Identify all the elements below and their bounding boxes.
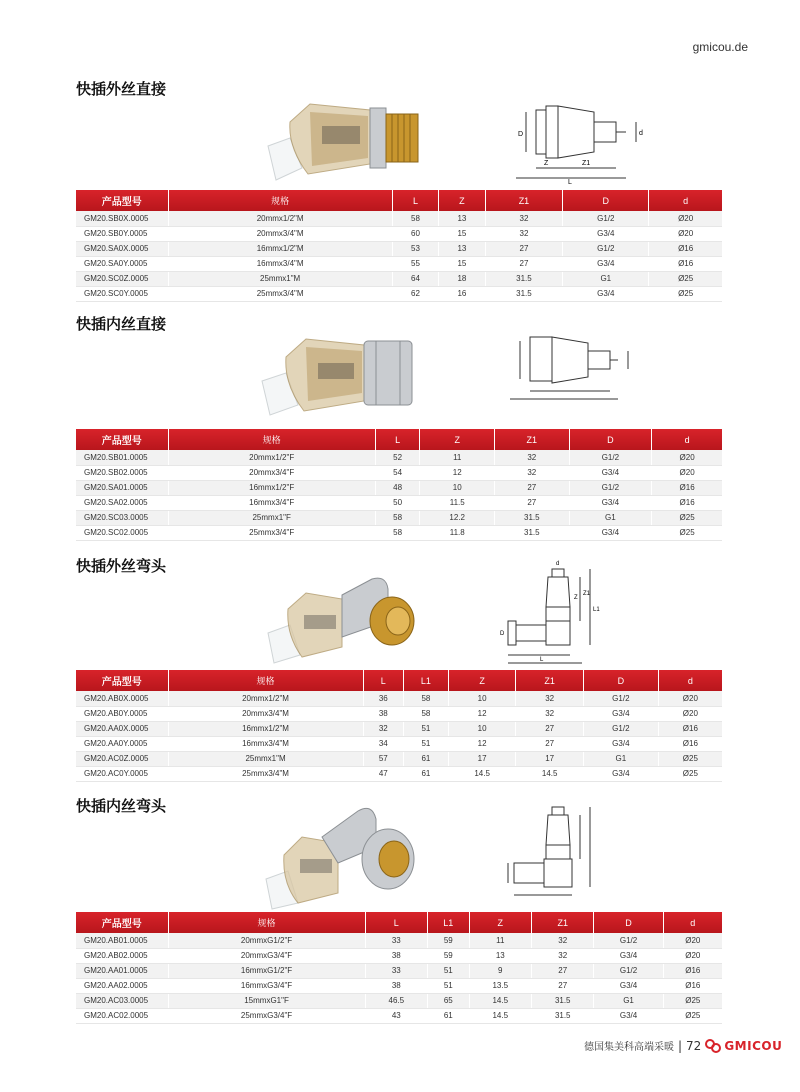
table-row (76, 751, 722, 766)
col-header: L (392, 190, 438, 211)
table-row (76, 480, 722, 495)
cell: 12 (420, 465, 495, 480)
table-header-row (76, 670, 722, 691)
cell: 55 (392, 256, 438, 271)
cell: 16mmx3/4"M (168, 256, 392, 271)
table-row (76, 226, 722, 241)
cell: G3/4 (583, 766, 658, 781)
cell: G1 (594, 993, 663, 1008)
cell: 53 (392, 241, 438, 256)
dim-label-D: D (500, 631, 505, 637)
cell: GM20.AC0Y.0005 (76, 766, 168, 781)
cell: 16mmx3/4"M (168, 736, 363, 751)
col-header: L (375, 429, 420, 450)
cell: 20mmxG3/4"F (168, 948, 365, 963)
page-footer (584, 1038, 782, 1053)
cell: 59 (428, 948, 470, 963)
table-row (76, 465, 722, 480)
brand-logo-icon (705, 1039, 721, 1053)
product-photo (262, 565, 422, 665)
cell: 16mmxG1/2"F (168, 963, 365, 978)
cell: GM20.SC0Y.0005 (76, 286, 168, 301)
brand-name: GMICOU (724, 1038, 783, 1053)
cell: Ø20 (663, 948, 722, 963)
cell: G3/4 (563, 226, 649, 241)
product-photo (250, 88, 430, 188)
table-row (76, 450, 722, 465)
section-title: 快插内丝弯头 (76, 797, 167, 815)
cell: 32 (495, 450, 570, 465)
cell: 31.5 (485, 271, 563, 286)
cell: 15mmxG1"F (168, 993, 365, 1008)
cell: 62 (392, 286, 438, 301)
cell: 31.5 (495, 525, 570, 540)
dim-label-Z1: Z1 (583, 591, 591, 597)
cell: Ø20 (652, 450, 722, 465)
table-row (76, 271, 722, 286)
cell: G3/4 (594, 1008, 663, 1023)
dim-label-Z: Z (574, 595, 578, 601)
cell: GM20.SA02.0005 (76, 495, 168, 510)
cell: 12 (448, 706, 516, 721)
cell: 54 (375, 465, 420, 480)
cell: 11.8 (420, 525, 495, 540)
table-row (76, 691, 722, 706)
cell: 16mmx3/4"F (168, 495, 375, 510)
cell: G1/2 (583, 691, 658, 706)
cell: 33 (365, 963, 427, 978)
spec-table (76, 670, 722, 782)
cell: 47 (363, 766, 403, 781)
cell: 58 (375, 525, 420, 540)
cell: GM20.SB01.0005 (76, 450, 168, 465)
product-photo (262, 803, 422, 913)
cell: 36 (363, 691, 403, 706)
product-photo (256, 323, 426, 423)
cell: 58 (403, 706, 448, 721)
cell: Ø25 (658, 766, 722, 781)
cell: 27 (532, 963, 594, 978)
page-number: 72 (686, 1038, 702, 1053)
cell: Ø16 (649, 256, 722, 271)
cell: 14.5 (469, 1008, 531, 1023)
cell: 25mmx3/4"M (168, 286, 392, 301)
footer-separator: | (678, 1038, 683, 1053)
cell: G3/4 (583, 706, 658, 721)
cell: GM20.AA0X.0005 (76, 721, 168, 736)
table-row (76, 721, 722, 736)
cell: Ø25 (652, 510, 722, 525)
dimension-drawing (496, 797, 646, 901)
table-row (76, 766, 722, 781)
cell: Ø25 (652, 525, 722, 540)
cell: 20mmx3/4"M (168, 706, 363, 721)
cell: GM20.AA0Y.0005 (76, 736, 168, 751)
cell: 31.5 (532, 1008, 594, 1023)
cell: 20mmx1/2"M (168, 691, 363, 706)
cell: 25mmx1"M (168, 751, 363, 766)
cell: 52 (375, 450, 420, 465)
cell: 32 (532, 933, 594, 948)
cell: 32 (495, 465, 570, 480)
cell: 58 (403, 691, 448, 706)
dimension-drawing (496, 92, 646, 184)
brand-logo (705, 1039, 782, 1053)
cell: GM20.SC02.0005 (76, 525, 168, 540)
dim-label-L: L (568, 179, 572, 184)
cell: 27 (485, 241, 563, 256)
cell: G1/2 (563, 241, 649, 256)
cell: 31.5 (485, 286, 563, 301)
col-header: Z (439, 190, 485, 211)
col-header: Z (420, 429, 495, 450)
cell: 27 (516, 721, 584, 736)
cell: 20mmx1/2"M (168, 211, 392, 226)
cell: Ø25 (649, 286, 722, 301)
cell: 25mmx1"M (168, 271, 392, 286)
col-header: D (594, 912, 663, 933)
cell: GM20.SA0Y.0005 (76, 256, 168, 271)
cell: 65 (428, 993, 470, 1008)
cell: 15 (439, 256, 485, 271)
cell: G1 (583, 751, 658, 766)
cell: Ø16 (652, 495, 722, 510)
site-url: gmicou.de (692, 40, 748, 54)
cell: 20mmx3/4"F (168, 465, 375, 480)
cell: G1/2 (583, 721, 658, 736)
dimension-drawing (496, 325, 646, 405)
cell: 32 (532, 948, 594, 963)
dim-label-d: d (639, 130, 643, 137)
cell: 61 (403, 766, 448, 781)
cell: Ø20 (652, 465, 722, 480)
cell: G3/4 (569, 495, 652, 510)
cell: Ø16 (663, 963, 722, 978)
cell: GM20.AB0Y.0005 (76, 706, 168, 721)
cell: GM20.SB0Y.0005 (76, 226, 168, 241)
col-header: 产品型号 (76, 429, 168, 450)
dim-label-Z1: Z1 (582, 160, 591, 167)
dim-label-L: L (540, 657, 544, 663)
cell: 16mmxG3/4"F (168, 978, 365, 993)
col-header: L1 (428, 912, 470, 933)
cell: GM20.AC02.0005 (76, 1008, 168, 1023)
cell: 61 (403, 751, 448, 766)
cell: 38 (363, 706, 403, 721)
cell: Ø20 (658, 706, 722, 721)
section-title: 快插外丝弯头 (76, 557, 167, 575)
cell: 32 (363, 721, 403, 736)
cell: 13.5 (469, 978, 531, 993)
cell: 57 (363, 751, 403, 766)
cell: Ø20 (658, 691, 722, 706)
cell: 60 (392, 226, 438, 241)
col-header: d (658, 670, 722, 691)
cell: 14.5 (448, 766, 516, 781)
cell: 16mmx1/2"F (168, 480, 375, 495)
cell: 18 (439, 271, 485, 286)
cell: GM20.AA02.0005 (76, 978, 168, 993)
cell: Ø16 (663, 978, 722, 993)
cell: 38 (365, 948, 427, 963)
cell: 10 (420, 480, 495, 495)
col-header: d (663, 912, 722, 933)
spec-table (76, 429, 722, 541)
cell: 25mmxG3/4"F (168, 1008, 365, 1023)
cell: 64 (392, 271, 438, 286)
cell: G1/2 (563, 211, 649, 226)
cell: GM20.AB0X.0005 (76, 691, 168, 706)
col-header: Z1 (532, 912, 594, 933)
cell: GM20.SB02.0005 (76, 465, 168, 480)
col-header: 规格 (168, 190, 392, 211)
cell: 51 (428, 963, 470, 978)
col-header: d (652, 429, 722, 450)
col-header: D (569, 429, 652, 450)
col-header: d (649, 190, 722, 211)
cell: Ø16 (652, 480, 722, 495)
table-row (76, 993, 722, 1008)
cell: GM20.SC0Z.0005 (76, 271, 168, 286)
col-header: D (583, 670, 658, 691)
cell: 50 (375, 495, 420, 510)
cell: 27 (516, 736, 584, 751)
cell: G3/4 (563, 286, 649, 301)
cell: 51 (403, 721, 448, 736)
cell: 38 (365, 978, 427, 993)
cell: Ø25 (649, 271, 722, 286)
cell: Ø25 (658, 751, 722, 766)
cell: 58 (392, 211, 438, 226)
col-header: 产品型号 (76, 190, 168, 211)
cell: Ø25 (663, 993, 722, 1008)
cell: 14.5 (469, 993, 531, 1008)
cell: 20mmx1/2"F (168, 450, 375, 465)
cell: GM20.AB01.0005 (76, 933, 168, 948)
cell: 13 (439, 211, 485, 226)
table-row (76, 736, 722, 751)
cell: 16 (439, 286, 485, 301)
col-header: 规格 (168, 912, 365, 933)
cell: 17 (448, 751, 516, 766)
dim-label-Z: Z (544, 160, 549, 167)
cell: G1/2 (594, 933, 663, 948)
table-header-row (76, 429, 722, 450)
table-header-row (76, 912, 722, 933)
table-row (76, 963, 722, 978)
cell: 43 (365, 1008, 427, 1023)
col-header: D (563, 190, 649, 211)
cell: Ø25 (663, 1008, 722, 1023)
cell: Ø20 (663, 933, 722, 948)
cell: 10 (448, 721, 516, 736)
col-header: Z1 (495, 429, 570, 450)
cell: GM20.SC03.0005 (76, 510, 168, 525)
cell: G3/4 (569, 525, 652, 540)
col-header: 产品型号 (76, 670, 168, 691)
table-row (76, 706, 722, 721)
cell: G1/2 (594, 963, 663, 978)
footer-company: 德国集美科高端采暖 (584, 1042, 674, 1053)
cell: 25mmx3/4"F (168, 525, 375, 540)
table-row (76, 211, 722, 226)
cell: 14.5 (516, 766, 584, 781)
cell: G1/2 (569, 480, 652, 495)
section-male-elbow (76, 555, 722, 787)
table-row (76, 948, 722, 963)
cell: 58 (375, 510, 420, 525)
col-header: Z1 (485, 190, 563, 211)
cell: 13 (439, 241, 485, 256)
cell: 27 (532, 978, 594, 993)
cell: G1/2 (569, 450, 652, 465)
cell: GM20.AA01.0005 (76, 963, 168, 978)
cell: 13 (469, 948, 531, 963)
dimension-drawing (496, 555, 646, 667)
cell: Ø20 (649, 211, 722, 226)
cell: GM20.AC0Z.0005 (76, 751, 168, 766)
col-header: 规格 (168, 429, 375, 450)
cell: 32 (485, 211, 563, 226)
dim-label-L1: L1 (593, 607, 600, 613)
cell: GM20.AB02.0005 (76, 948, 168, 963)
cell: GM20.AC03.0005 (76, 993, 168, 1008)
cell: GM20.SA01.0005 (76, 480, 168, 495)
cell: G3/4 (583, 736, 658, 751)
table-row (76, 1008, 722, 1023)
cell: Ø16 (658, 721, 722, 736)
cell: 32 (516, 691, 584, 706)
table-row (76, 510, 722, 525)
table-row (76, 495, 722, 510)
col-header: 规格 (168, 670, 363, 691)
cell: GM20.SA0X.0005 (76, 241, 168, 256)
dim-label-D: D (518, 131, 524, 138)
cell: 59 (428, 933, 470, 948)
cell: 34 (363, 736, 403, 751)
cell: 16mmx1/2"M (168, 721, 363, 736)
col-header: L1 (403, 670, 448, 691)
table-row (76, 978, 722, 993)
col-header: 产品型号 (76, 912, 168, 933)
cell: 25mmx3/4"M (168, 766, 363, 781)
cell: 27 (495, 480, 570, 495)
spec-table (76, 912, 722, 1024)
cell: 11 (420, 450, 495, 465)
table-row (76, 933, 722, 948)
cell: 11.5 (420, 495, 495, 510)
table-row (76, 286, 722, 301)
cell: GM20.SB0X.0005 (76, 211, 168, 226)
cell: 9 (469, 963, 531, 978)
cell: 16mmx1/2"M (168, 241, 392, 256)
cell: 27 (485, 256, 563, 271)
cell: 12.2 (420, 510, 495, 525)
cell: G3/4 (569, 465, 652, 480)
col-header: L (363, 670, 403, 691)
cell: 25mmx1"F (168, 510, 375, 525)
section-female-elbow (76, 795, 722, 1029)
cell: Ø20 (649, 226, 722, 241)
cell: 31.5 (532, 993, 594, 1008)
cell: G3/4 (594, 948, 663, 963)
table-row (76, 241, 722, 256)
cell: 33 (365, 933, 427, 948)
cell: 51 (428, 978, 470, 993)
cell: 51 (403, 736, 448, 751)
cell: G1 (563, 271, 649, 286)
table-row (76, 525, 722, 540)
cell: 31.5 (495, 510, 570, 525)
section-male-straight (76, 78, 722, 310)
cell: G3/4 (563, 256, 649, 271)
cell: 32 (485, 226, 563, 241)
cell: 11 (469, 933, 531, 948)
cell: 27 (495, 495, 570, 510)
section-female-straight (76, 313, 722, 549)
cell: 61 (428, 1008, 470, 1023)
cell: Ø16 (658, 736, 722, 751)
cell: 17 (516, 751, 584, 766)
cell: G3/4 (594, 978, 663, 993)
col-header: Z (469, 912, 531, 933)
col-header: Z (448, 670, 516, 691)
col-header: Z1 (516, 670, 584, 691)
dim-label-d: d (556, 561, 560, 567)
cell: 46.5 (365, 993, 427, 1008)
table-header-row (76, 190, 722, 211)
spec-table (76, 190, 722, 302)
cell: 32 (516, 706, 584, 721)
cell: 48 (375, 480, 420, 495)
cell: 20mmx3/4"M (168, 226, 392, 241)
cell: 10 (448, 691, 516, 706)
table-row (76, 256, 722, 271)
section-title: 快插外丝直接 (76, 80, 167, 98)
cell: 15 (439, 226, 485, 241)
cell: 20mmxG1/2"F (168, 933, 365, 948)
cell: G1 (569, 510, 652, 525)
section-title: 快插内丝直接 (76, 315, 167, 333)
cell: Ø16 (649, 241, 722, 256)
cell: 12 (448, 736, 516, 751)
col-header: L (365, 912, 427, 933)
